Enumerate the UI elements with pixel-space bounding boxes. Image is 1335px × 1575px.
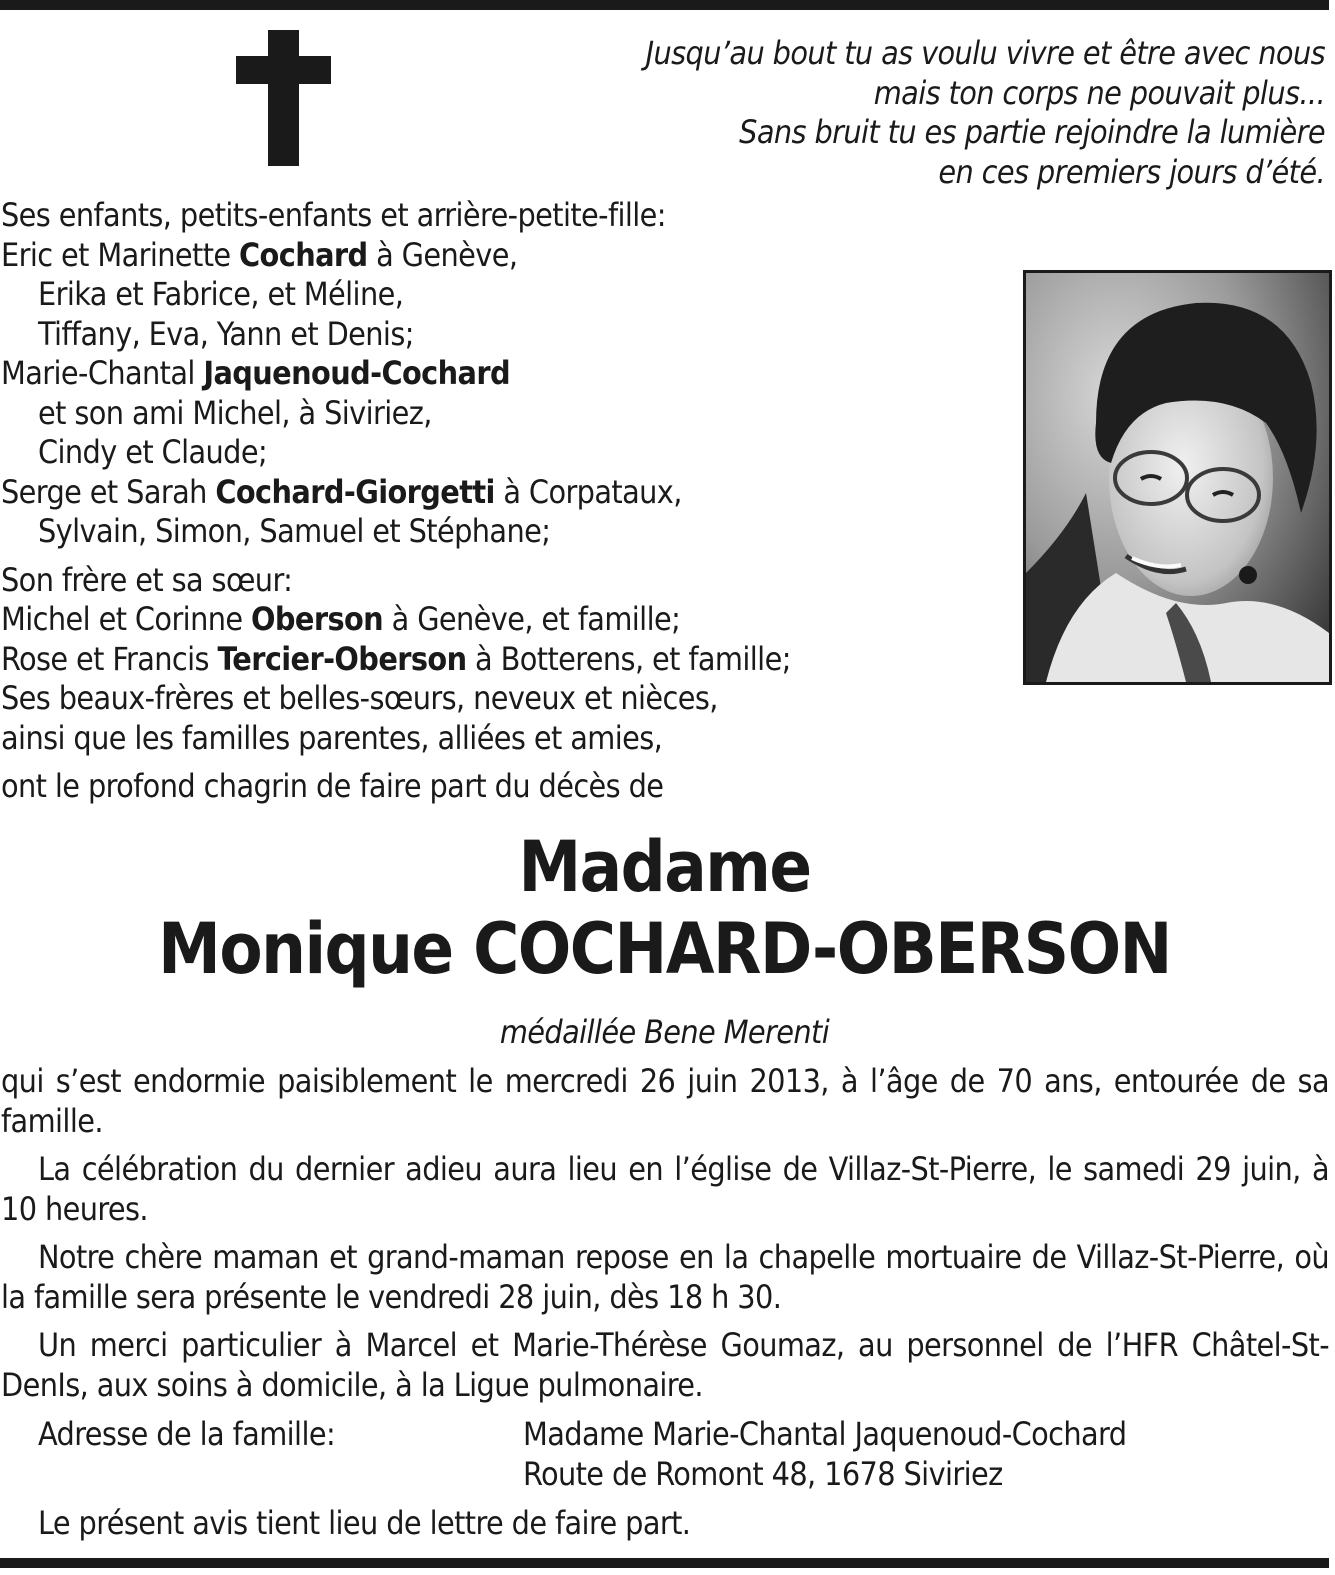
cross-icon [236, 30, 331, 166]
family-list [1, 196, 1001, 807]
family-entry: Serge et Sarah Cochard-Giorgetti à Corpataux, [1, 472, 682, 511]
deceased-block [0, 826, 1329, 1052]
body-paragraph: Notre chère maman et grand-maman repose en la chapelle mortuaire de Villaz-St-Pierre, où la famille sera présente le vendredi 28 juin, dès 18 h 30. [1, 1238, 1329, 1316]
poem-line: en ces premiers jours d’été. [938, 152, 1325, 191]
deceased-distinction: médaillée Bene Merenti [499, 1013, 830, 1051]
poem-line: Sans bruit tu es partie rejoindre la lumière [739, 113, 1325, 151]
family-subline: et son ami Michel, à Siviriez, [38, 393, 432, 432]
poem-line: Jusqu’au bout tu as voulu vivre et être avec nous [645, 34, 1325, 72]
grandchildren-line: Sylvain, Simon, Samuel et Stéphane; [38, 512, 551, 550]
address-line: Madame Marie-Chantal Jaquenoud-Cochard [523, 1415, 1127, 1453]
closing-note: Le présent avis tient lieu de lettre de faire part. [38, 1504, 691, 1542]
bottom-rule [0, 1558, 1329, 1568]
family-entry: Marie-Chantal Jaquenoud-Cochard [1, 354, 510, 392]
inlaws-line: Ses beaux-frères et belles-sœurs, neveux et nièces, [1, 679, 718, 717]
deceased-title: Madame [518, 826, 811, 908]
announcement-line: ont le profond chagrin de faire part du décès de [1, 767, 664, 805]
family-surname: Cochard-Giorgetti [215, 472, 495, 511]
grandchildren-line: Erika et Fabrice, et Méline, [38, 275, 404, 313]
family-entry: Eric et Marinette Cochard à Genève, [1, 235, 518, 274]
obituary-body [1, 1062, 1329, 1405]
top-rule [0, 0, 1329, 10]
siblings-intro: Son frère et sa sœur: [1, 560, 293, 599]
poem-line: mais ton corps ne pouvait plus... [873, 73, 1325, 112]
family-surname: Jaquenoud-Cochard [203, 354, 510, 392]
grandchildren-line: Tiffany, Eva, Yann et Denis; [38, 314, 414, 353]
deceased-name: Monique COCHARD-OBERSON [158, 908, 1171, 990]
grandchildren-line: Cindy et Claude; [38, 433, 268, 471]
portrait-photo [1023, 270, 1332, 685]
family-surname: Tercier-Oberson [217, 639, 467, 678]
poem [565, 34, 1325, 192]
family-surname: Oberson [251, 600, 384, 638]
address-label: Adresse de la famille: [38, 1415, 336, 1453]
address-lines [523, 1415, 1126, 1494]
address-line: Route de Romont 48, 1678 Siviriez [523, 1454, 1003, 1493]
family-entry: Michel et Corinne Oberson à Genève, et famille; [1, 600, 681, 638]
relatives-line: ainsi que les familles parentes, alliées et amies, [1, 718, 663, 757]
body-paragraph: La célébration du dernier adieu aura lieu en l’église de Villaz-St-Pierre, le samedi 29 juin, à 10 heures. [1, 1150, 1329, 1228]
body-paragraph: Un merci particulier à Marcel et Marie-Thérèse Goumaz, au personnel de l’HFR Châtel-St-DenIs, aux soins à domicile, à la Ligue pulmonaire. [1, 1326, 1329, 1404]
family-entry: Rose et Francis Tercier-Oberson à Botterens, et famille; [1, 639, 791, 678]
body-paragraph: qui s’est endormie paisiblement le mercredi 26 juin 2013, à l’âge de 70 ans, entourée de sa famille. [1, 1062, 1329, 1140]
family-surname: Cochard [239, 235, 368, 274]
children-intro: Ses enfants, petits-enfants et arrière-petite-fille: [1, 196, 666, 234]
